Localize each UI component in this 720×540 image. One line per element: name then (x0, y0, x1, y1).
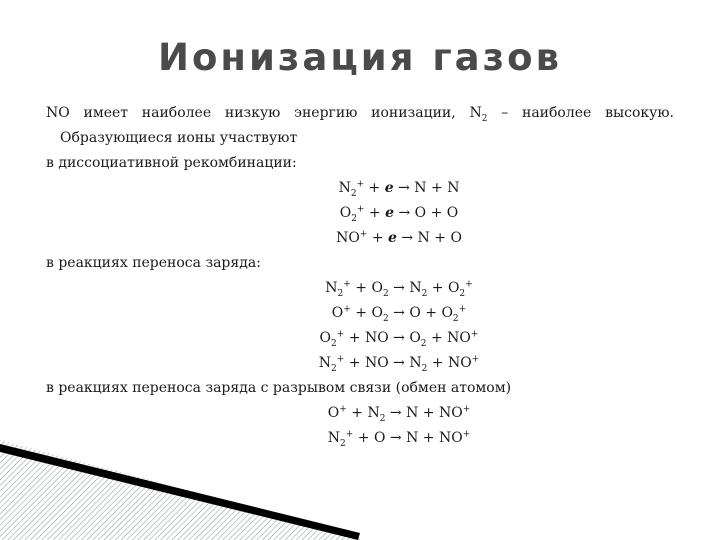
intro-paragraph-continuation: Образующиеся ионы участвуют (60, 130, 298, 146)
intro-paragraph: NO имеет наиболее низкую энергию ионизации, $N_2$ – наиболее высокую. (46, 105, 675, 124)
decorative-stripe (0, 440, 720, 540)
dissociative-recombination-heading: в диссоциативной рекомбинации: (46, 155, 297, 171)
slide-title: Ионизация газов (158, 36, 562, 79)
equation-o2-recombination: $O_2^+ + e \to O + O$ (339, 204, 459, 224)
slide-body (46, 101, 674, 451)
equation-n2-o-exchange: $N_2^+ + O \to N + NO^+$ (327, 429, 471, 449)
equation-o-n2-exchange: $O^+ + N_2 \to N + NO^+$ (327, 404, 471, 424)
equation-n2-no-transfer: $N_2^+$ + NO → $N_2 + NO^+$ (318, 354, 480, 374)
equation-no-recombination: NO+ + e → N + O (336, 229, 462, 246)
equation-n2-o2-transfer: $N_2^+ + O_2 \to N_2 + O_2^+$ (325, 279, 473, 299)
equation-o2-no-transfer: $O_2^+$ + NO → $O_2 + NO^+$ (319, 329, 479, 349)
charge-transfer-heading: в реакциях переноса заряда: (46, 255, 261, 271)
equation-o-o2-transfer: $O^+ + O_2 \to O + O_2^+$ (331, 304, 467, 324)
atom-exchange-heading: в реакциях переноса заряда с разрывом связи (обмен атомом) (46, 380, 512, 396)
equation-n2-recombination: $N_2^+ + e \to N + N$ (338, 179, 460, 199)
